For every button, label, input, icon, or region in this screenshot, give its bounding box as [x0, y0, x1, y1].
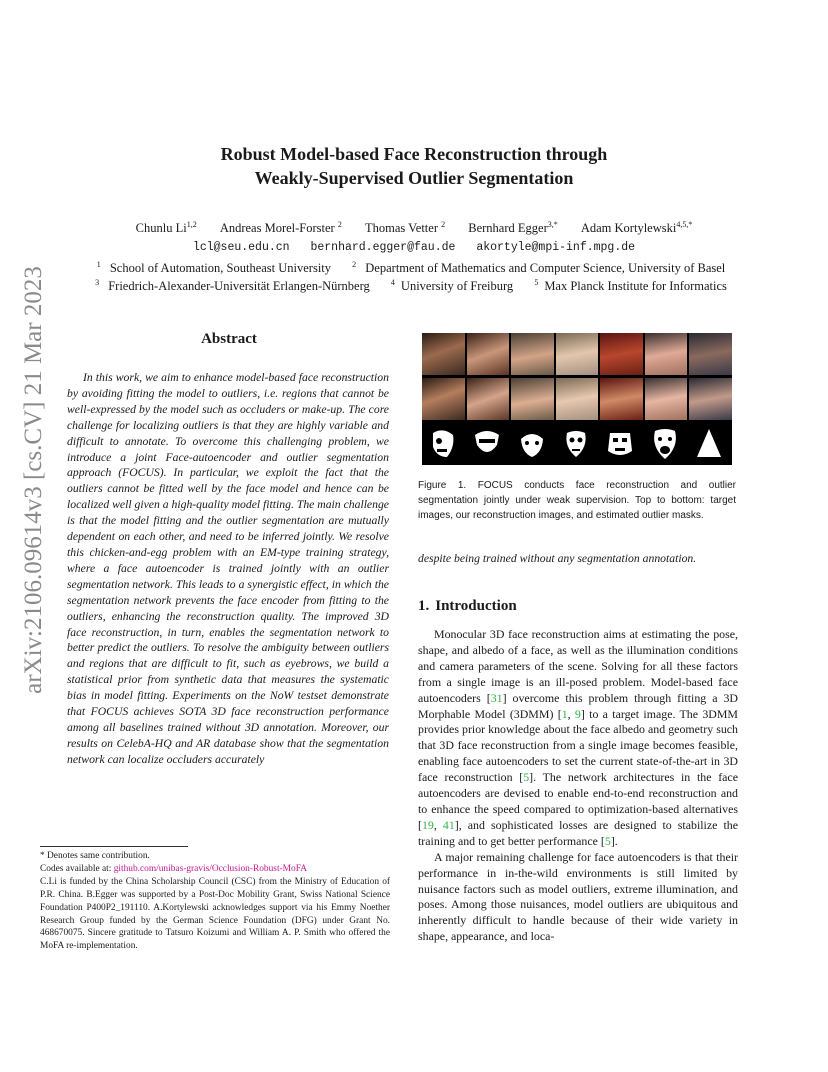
- reconstruction-image: [600, 378, 643, 420]
- outlier-mask: [643, 423, 685, 463]
- intro-paragraph-2: A major remaining challenge for face autoencoders is that their performance in in-the-wild environments is still limited by nuisance factors such as model outliers, extreme illumination, and poses. Among those nuisances, model outliers are ubiquitous and inherently difficult to handle because of their wide variety in shape, appearance, and loca-: [418, 849, 738, 944]
- reconstruction-images-row: [422, 378, 732, 420]
- face-image: [556, 333, 599, 375]
- outlier-mask: [688, 423, 730, 463]
- footnote-rule: [40, 846, 188, 847]
- citation-link[interactable]: 19: [421, 817, 434, 832]
- citation-link[interactable]: 31: [490, 690, 503, 705]
- citation-link[interactable]: 9: [574, 706, 581, 721]
- abstract-continuation: despite being trained without any segmentation annotation.: [418, 552, 697, 565]
- citation-link[interactable]: 41: [442, 817, 455, 832]
- author: Thomas Vetter $^2$: [364, 220, 446, 236]
- outlier-masks-row: [422, 423, 732, 463]
- footnote-funding: C.Li is funded by the China Scholarship Council (CSC) from the Ministry of Education of P.R. China. B.Egger was supported by a Post-Doc Mobility Grant, Swiss National Science Foundation P400P2_191110. A.Kortylewski acknowledges support via his Emmy Noether Research Group funded by the German Science Foundation (DFG) under Grant No. 468670075. Sincere gratitude to Tatsuro Koizumi and William A. P. Smith who offered the MoFA re-implementation.: [40, 876, 390, 952]
- author: Bernhard Egger$^{3,*}$: [468, 220, 558, 236]
- face-image: [689, 333, 732, 375]
- title-line-2: Weakly-Supervised Outlier Segmentation: [254, 168, 574, 188]
- citation-link[interactable]: 5: [604, 833, 611, 848]
- reconstruction-image: [645, 378, 688, 420]
- abstract-text: In this work, we aim to enhance model-based face reconstruction by avoiding fitting the model to outliers, i.e. regions that cannot be well-expressed by the model such as occluders or make-up. The core challenge for localizing outliers is that they are highly variable and difficult to annotate. To overcome this challenging problem, we introduce a joint Face-autoencoder and outlier segmentation approach (FOCUS). In particular, we exploit the fact that the outliers cannot be fitted well by the face model and hence can be localized well given a high-quality model fitting. The main challenge is that the model fitting and the outlier segmentation are mutually dependent on each other, and need to be inferred jointly. We resolve this chicken-and-egg problem with an EM-type training strategy, where a face autoencoder is trained jointly with an outlier segmentation network. This leads to a synergistic effect, in which the segmentation network prevents the face encoder from fitting to the outliers, enhancing the reconstruction quality. The improved 3D face reconstruction, in turn, enables the segmentation network to better predict the outliers. To resolve the ambiguity between outliers and regions that are difficult to fit, such as eyebrows, we build a statistical prior from synthetic data that measures the systematic bias in model fitting. Experiments on the NoW testset demonstrate that FOCUS achieves SOTA 3D face reconstruction performance among all baselines trained without 3D annotation. Moreover, our results on CelebA-HQ and AR database show that the segmentation network can localize occluders accurately: [67, 371, 389, 766]
- author: Chunlu Li$^{1,2}$: [135, 220, 197, 236]
- affiliation: $^4$ University of Freiburg: [390, 278, 514, 294]
- reconstruction-image: [689, 378, 732, 420]
- figure-1-image-grid: [422, 333, 732, 465]
- introduction-text: [418, 627, 738, 945]
- outlier-mask: [599, 423, 641, 463]
- title-line-1: Robust Model-based Face Reconstruction through: [220, 144, 608, 164]
- paper-title: [120, 142, 708, 190]
- author-emails: [60, 241, 768, 254]
- outlier-mask: [466, 423, 508, 463]
- citation-link[interactable]: 5: [523, 770, 530, 785]
- reconstruction-image: [511, 378, 554, 420]
- section-heading-introduction: 1. Introduction: [418, 598, 517, 614]
- figure-1-caption: Figure 1. FOCUS conducts face reconstruction and outlier segmentation jointly under weak supervision. Top to bottom: target images, our reconstruction images, and estimated outlier masks.: [418, 480, 736, 521]
- outlier-mask: [555, 423, 597, 463]
- author: Adam Kortylewski$^{4,5,*}$: [580, 220, 693, 236]
- affiliation: $^5$ Max Planck Institute for Informatics: [534, 278, 727, 294]
- email[interactable]: lcl@seu.edu.cn: [192, 241, 290, 254]
- affiliation: $^3$ Friedrich-Alexander-Universität Erlangen-Nürnberg: [95, 278, 370, 294]
- face-image: [467, 333, 510, 375]
- reconstruction-image: [467, 378, 510, 420]
- author-list: [60, 220, 768, 236]
- reconstruction-image: [556, 378, 599, 420]
- affiliation: $^1$ School of Automation, Southeast University: [96, 260, 332, 276]
- intro-paragraph-1: Monocular 3D face reconstruction aims at estimating the pose, shape, and albedo of a face, as well as the illumination conditions and camera parameters of the scene. Solving for all these factors from a single image is an ill-posed problem. Model-based face autoencoders [31] overcome this problem through fitting a 3D Morphable Model (3DMM) [1, 9] to a target image. The 3DMM provides prior knowledge about the face albedo and geometry such that 3D face reconstruction from a single image becomes feasible, enabling face autoencoders to set the current state-of-the-art in 3D face reconstruction [5]. The network architectures in the face autoencoders are devised to enable end-to-end reconstruction and to enhance the speed compared to optimization-based alternatives [19, 41], and sophisticated losses are designed to stabilize the training and to get better performance [5].: [418, 627, 738, 848]
- email[interactable]: bernhard.egger@fau.de: [310, 241, 456, 254]
- face-image: [600, 333, 643, 375]
- arxiv-identifier-stamp: arXiv:2106.09614v3 [cs.CV] 21 Mar 2023: [20, 266, 47, 694]
- code-repo-link[interactable]: github.com/unibas-gravis/Occlusion-Robust-MoFA: [113, 863, 307, 874]
- abstract-heading: Abstract: [201, 331, 257, 347]
- affiliations-line-1: [40, 260, 788, 276]
- target-images-row: [422, 333, 732, 375]
- affiliations-line-2: [40, 278, 788, 294]
- footnotes: [40, 850, 390, 953]
- footnote-equal-contribution: * Denotes same contribution.: [40, 851, 150, 861]
- author: Andreas Morel-Forster $^2$: [219, 220, 342, 236]
- face-image: [422, 333, 465, 375]
- outlier-mask: [422, 423, 464, 463]
- face-image: [511, 333, 554, 375]
- reconstruction-image: [422, 378, 465, 420]
- footnote-code: Codes available at: github.com/unibas-gravis/Occlusion-Robust-MoFA: [40, 863, 307, 874]
- outlier-mask: [511, 423, 553, 463]
- affiliation: $^2$ Department of Mathematics and Computer Science, University of Basel: [352, 260, 726, 276]
- face-image: [645, 333, 688, 375]
- citation-link[interactable]: 1: [561, 706, 568, 721]
- email[interactable]: akortyle@mpi-inf.mpg.de: [476, 241, 636, 254]
